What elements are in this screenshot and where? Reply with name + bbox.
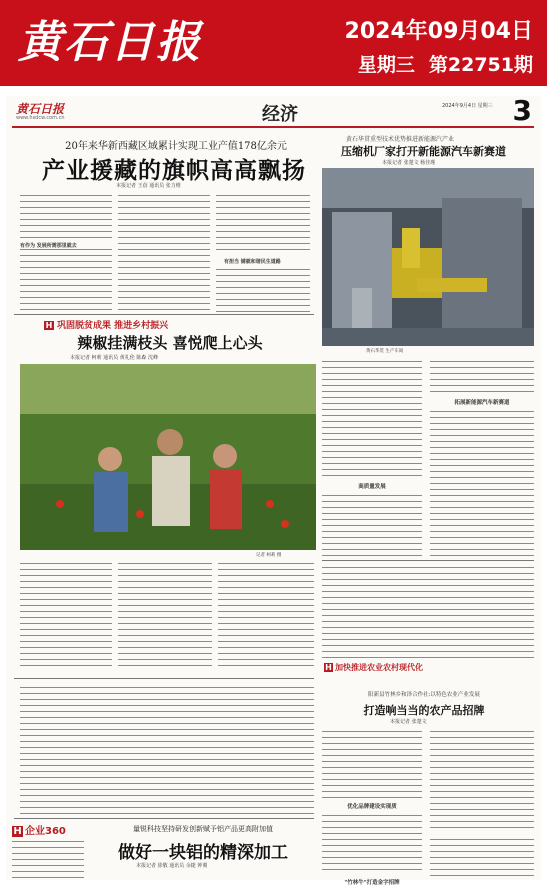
page-number: 3 (512, 94, 532, 127)
section2-body-col2 (118, 560, 212, 670)
section2-label: H 巩固脱贫成果 推进乡村振兴 (45, 321, 169, 331)
article2-subhead1: 高质量发展 (358, 484, 386, 490)
article2-byline: 本报记者 张楚文 杨佳瑾 (382, 160, 436, 166)
masthead-url: www.hsdcw.com.cn (16, 115, 65, 121)
article3-title: 做好一块铝的精深加工 (118, 843, 288, 863)
section2-title: 辣椒挂满枝头 喜悦爬上心头 (77, 334, 263, 352)
section2-body-col3 (218, 560, 314, 670)
section2-body-continued (20, 684, 314, 814)
article1-subhead1: 有作为 发展所需那里就去 (20, 242, 112, 249)
section3-subtitle: 阳新县竹林乡和泽合作社:以特色农业产业发展 (368, 692, 480, 698)
section2-body-col1 (20, 560, 112, 670)
article1-subhead2: 有担当 铺就和谐民生道路 (224, 259, 281, 265)
article3-byline: 本报记者 徐敬 通讯员 余捷 钟翼 (136, 863, 208, 869)
section3-body-col2b (430, 836, 534, 880)
section3-subhead1: 优化品牌建设实现质 (347, 804, 397, 810)
divider (14, 314, 314, 315)
article1-body-col3 (216, 192, 310, 252)
issue-info (358, 50, 533, 77)
article2-body-continued (322, 564, 534, 658)
weekday: 星期三 (357, 54, 415, 76)
section3-body-col1b (322, 812, 422, 872)
article2-body-col1 (322, 358, 422, 478)
section3-body-col2 (430, 728, 534, 828)
article2-title: 压缩机厂家打开新能源汽车新赛道 (341, 145, 506, 158)
article2-body-col2a (430, 358, 534, 394)
issue-number: 第22751期 (428, 54, 533, 76)
article1-title: 产业援藏的旗帜高高飘扬 (42, 157, 306, 184)
newspaper-page (6, 94, 541, 886)
masthead-logo: 黄石日报 (16, 102, 65, 116)
section3-label: H 加快推进农业农村现代化 (325, 663, 423, 672)
factory-photo (322, 168, 534, 346)
article1-body-col2 (118, 192, 210, 312)
section3-title: 打造响当当的农产品招牌 (363, 704, 485, 717)
chili-field-illustration (20, 364, 316, 550)
divider (14, 678, 314, 679)
corner-body (12, 838, 84, 880)
article1-body-col1 (20, 192, 112, 312)
chili-photo-caption: 记者 柯莉 摄 (256, 553, 282, 558)
newspaper-banner (0, 0, 547, 86)
corner-label: H 企业360 (13, 826, 66, 837)
section3-subhead2: "竹林牛"打造金字招牌 (344, 880, 400, 886)
masthead-date: 2024年9月4日 星期三 (442, 103, 493, 109)
newspaper-logo: 黄石日报 (18, 17, 202, 68)
article2-subtitle: 黄石华贯重型技术优势推进新能源汽产业 (346, 136, 455, 143)
section3-byline: 本报记者 张楚文 (390, 719, 427, 725)
issue-date: 2024年09月04日 (344, 19, 533, 44)
divider (14, 818, 314, 819)
article2-body-col1b (322, 492, 422, 558)
section2-byline: 本报记者 柯莉 通讯员 黄礼伦 陈森 沈峰 (70, 355, 158, 361)
section3-body-col1 (322, 728, 422, 798)
article2-body-col2b (430, 408, 534, 558)
article1-subtitle: 20年来华新西藏区域累计实现工业产值178亿余元 (65, 141, 287, 152)
photo-caption: 黄石华贯 生产车间 (366, 349, 404, 354)
divider (322, 560, 534, 561)
chili-harvest-photo (20, 364, 316, 550)
article3-subtitle: 量锐科技坚持研发创新赋予铝产品更高附加值 (133, 825, 273, 833)
article1-body-col3b (216, 266, 310, 312)
article1-byline: 本报记者 王蓓 通讯员 张力维 (116, 183, 181, 189)
page-masthead (12, 96, 534, 128)
section-name: 经济 (262, 104, 298, 125)
article2-subhead2: 拓展新能源汽车新赛道 (454, 400, 510, 406)
factory-robot-illustration (322, 168, 534, 346)
